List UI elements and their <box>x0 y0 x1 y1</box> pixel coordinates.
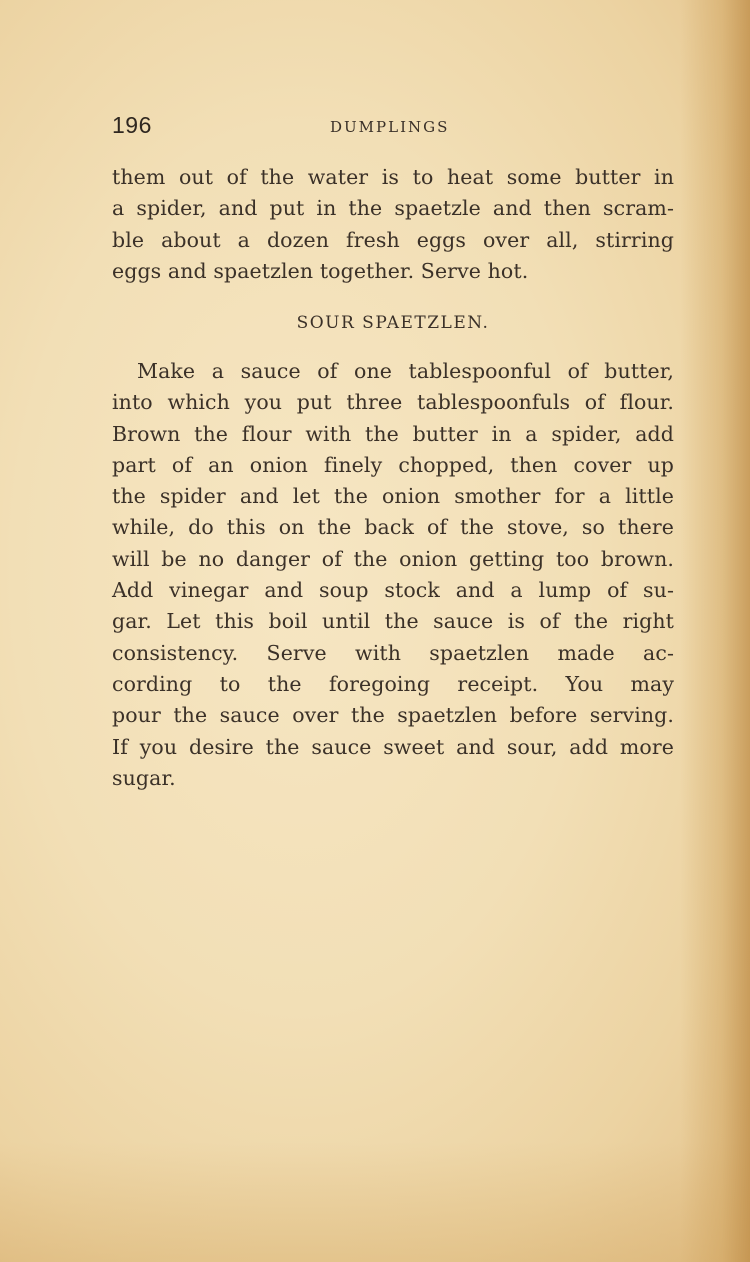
text-line: gar. Let this boil until the sauce is of the right <box>112 609 674 634</box>
text-line: a spider, and put in the spaetzle and then scram- <box>112 196 674 221</box>
text-line: Make a sauce of one tablespoonful of butter, <box>137 359 674 383</box>
text-line: If you desire the sauce sweet and sour, add more <box>112 734 674 759</box>
text-line: while, do this on the back of the stove, so there <box>112 515 674 540</box>
text-line: the spider and let the onion smother for a little <box>112 484 674 509</box>
text-line: cording to the foregoing receipt. You may <box>112 671 674 696</box>
text-line: pour the sauce over the spaetzlen before serving. <box>112 703 674 728</box>
text-line: part of an onion finely chopped, then cover up <box>112 452 674 477</box>
text-line: sugar. <box>112 765 176 790</box>
page-number: 196 <box>112 112 152 138</box>
running-title: DUMPLINGS <box>330 118 450 136</box>
paragraph-continued <box>112 162 674 287</box>
text-line: into which you put three tablespoonfuls of flour. <box>112 390 674 415</box>
text-line: Brown the flour with the butter in a spider, add <box>112 421 674 446</box>
text-line: Add vinegar and soup stock and a lump of su- <box>112 578 674 603</box>
text-line: will be no danger of the onion getting too brown. <box>112 546 674 571</box>
running-head <box>112 112 677 142</box>
section-heading: SOUR SPAETZLEN. <box>296 313 490 333</box>
text-line: eggs and spaetzlen together. Serve hot. <box>112 258 529 283</box>
text-line: ble about a dozen fresh eggs over all, stirring <box>112 227 674 252</box>
text-line: consistency. Serve with spaetzlen made ac- <box>112 640 674 665</box>
text-line: them out of the water is to heat some butter in <box>112 165 674 189</box>
recipe-paragraph <box>112 356 674 794</box>
